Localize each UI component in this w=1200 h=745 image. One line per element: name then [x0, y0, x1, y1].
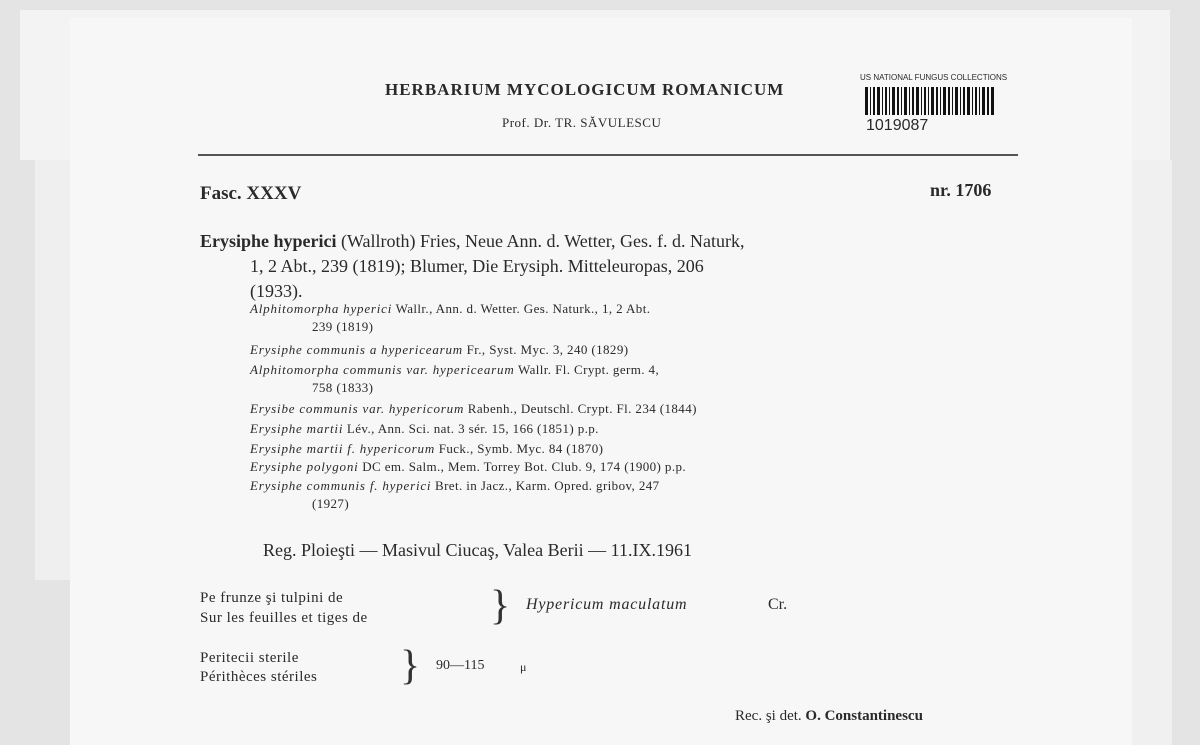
- synonym-name: Erysiphe polygoni: [250, 459, 359, 474]
- synonym-reference: Wallr., Ann. d. Wetter. Ges. Naturk., 1, 2 Abt.: [392, 301, 651, 316]
- background-sheet-edge: [35, 160, 75, 580]
- citation-line-1: (Wallroth) Fries, Neue Ann. d. Wetter, Ges. f. d. Naturk,: [336, 231, 745, 251]
- synonym-name: Alphitomorpha hyperici: [250, 301, 393, 316]
- host-brace: }: [490, 583, 511, 629]
- synonym-item: [250, 458, 1020, 476]
- synonym-item: [250, 440, 1020, 458]
- synonym-reference-cont: 758 (1833): [312, 380, 374, 395]
- synonym-name: Erysiphe communis a hypericearum: [250, 342, 463, 357]
- specimen-number: nr. 1706: [930, 180, 992, 200]
- citation-line-2: 1, 2 Abt., 239 (1819); Blumer, Die Erysiph. Mitteleuropas, 206: [250, 256, 704, 276]
- perithecia-brace: }: [400, 643, 421, 689]
- fascicle-number: Fasc. XXXV: [200, 183, 302, 204]
- synonym-reference: DC em. Salm., Mem. Torrey Bot. Club. 9, 174 (1900) p.p.: [358, 459, 687, 474]
- synonym-name: Erysiphe communis f. hyperici: [250, 478, 432, 493]
- synonym-reference: Lév., Ann. Sci. nat. 3 sér. 15, 166 (1851) p.p.: [343, 421, 599, 436]
- synonym-reference: Bret. in Jacz., Karm. Opred. gribov, 247: [431, 478, 660, 493]
- barcode-number: 1019087: [866, 117, 929, 134]
- synonym-reference: Rabenh., Deutschl. Crypt. Fl. 234 (1844): [464, 401, 697, 416]
- herbarium-curator: Prof. Dr. TR. SĂVULESCU: [502, 115, 662, 130]
- header-divider: [198, 154, 1018, 156]
- host-species: Hypericum maculatum: [526, 596, 688, 613]
- synonym-item: [250, 300, 1020, 336]
- synonym-item: [250, 361, 1020, 397]
- locality-date: Reg. Ploieşti — Masivul Ciucaş, Valea Berii — 11.IX.1961: [263, 540, 692, 560]
- barcode-collection-name: US NATIONAL FUNGUS COLLECTIONS: [860, 73, 1008, 82]
- species-name: Erysiphe hyperici: [200, 231, 337, 251]
- perithecia-label-romanian: Peritecii sterile: [200, 650, 299, 666]
- synonym-name: Erysiphe martii f. hypericorum: [250, 441, 436, 456]
- synonym-reference-cont: (1927): [312, 496, 350, 511]
- synonym-item: [250, 400, 1020, 418]
- collector-line: [735, 708, 923, 725]
- collector-name: O. Constantinescu: [805, 708, 923, 724]
- synonym-name: Alphitomorpha communis var. hypericearum: [250, 362, 515, 377]
- synonym-item: [250, 420, 1020, 438]
- synonym-item: [250, 341, 1020, 359]
- synonym-name: Erysiphe martii: [250, 421, 344, 436]
- background-sheet-edge-right: [1132, 160, 1172, 745]
- barcode-image: [865, 87, 997, 115]
- synonym-reference: Fuck., Symb. Myc. 84 (1870): [435, 441, 604, 456]
- perithecia-label-french: Périthèces stériles: [200, 669, 318, 685]
- barcode-label: [857, 73, 1007, 143]
- synonym-reference: Fr., Syst. Myc. 3, 240 (1829): [462, 342, 629, 357]
- host-label-french: Sur les feuilles et tiges de: [200, 610, 368, 626]
- synonym-name: Erysibe communis var. hypericorum: [250, 401, 465, 416]
- perithecia-measurement: 90—115: [436, 658, 485, 673]
- collector-prefix: Rec. şi det.: [735, 708, 802, 724]
- host-label-romanian: Pe frunze şi tulpini de: [200, 590, 344, 606]
- synonym-reference: Wallr. Fl. Crypt. germ. 4,: [514, 362, 660, 377]
- citation-line-3: (1933).: [250, 281, 303, 301]
- synonym-item: [250, 477, 1020, 513]
- synonym-reference-cont: 239 (1819): [312, 319, 374, 334]
- measurement-unit: μ: [520, 660, 527, 674]
- herbarium-title: HERBARIUM MYCOLOGICUM ROMANICUM: [385, 80, 785, 99]
- species-citation: [200, 229, 1020, 304]
- host-author: Cr.: [768, 596, 788, 613]
